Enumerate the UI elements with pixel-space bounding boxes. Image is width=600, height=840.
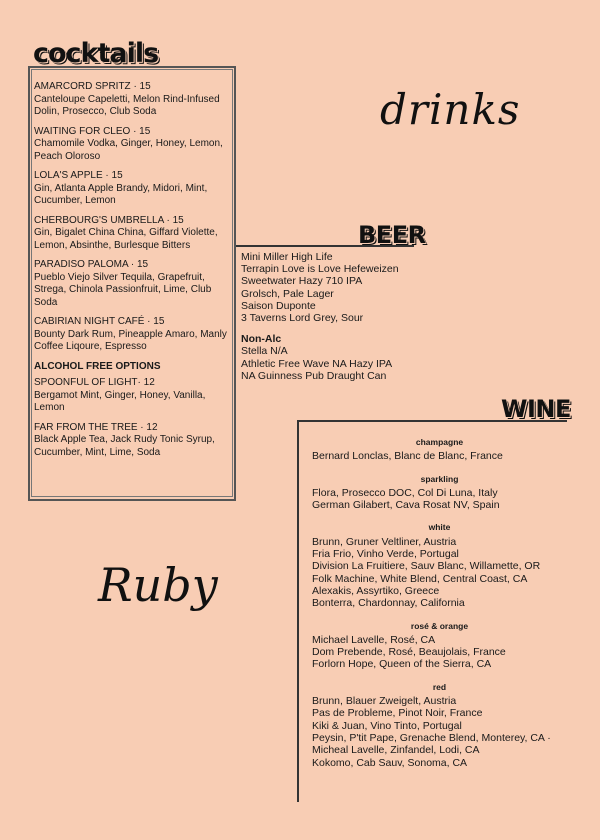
wine-item: Forlorn Hope, Queen of the Sierra, CA [312,658,492,671]
wine-item: Pas de Probleme, Pinot Noir, France [312,707,483,720]
alcohol-free-heading: ALCOHOL FREE OPTIONS [34,360,161,372]
beer-list [241,251,471,382]
cocktail-item [34,259,234,309]
wine-item: Peysin, P'tit Pape, Grenache Blend, Monterey, CA · [312,731,551,744]
wine-category-heading: rosé & orange [410,620,469,631]
wine-list [312,436,582,769]
cocktail-name: CABIRIAN NIGHT CAFÉ · 15 [34,316,165,327]
cocktail-name: WAITING FOR CLEO · 15 [34,125,151,137]
alcohol-free-description: Bergamot Mint, Ginger, Honey, Vanilla, Lemon [34,389,206,413]
cocktail-description: Gin, Atlanta Apple Brandy, Midori, Mint, Cucumber, Lemon [34,182,208,206]
wine-item: Brunn, Gruner Veltliner, Austria [312,535,457,548]
wine-category-heading: white [428,522,451,533]
wine-item: Kiki & Juan, Vino Tinto, Portugal [312,719,462,732]
wine-item: Flora, Prosecco DOC, Col Di Luna, Italy [312,486,498,499]
non-alc-item: Stella N/A [241,345,288,358]
wine-heading: WINE [501,395,571,423]
cocktail-description: Gin, Bigalet China China, Giffard Violette, Lemon, Absinthe, Burlesque Bitters [34,227,218,251]
cocktail-description: Pueblo Viejo Silver Tequila, Grapefruit, Strega, Chinola Passionfruit, Lime, Club Soda [34,271,212,308]
wine-item: German Gilabert, Cava Rosat NV, Spain [312,499,500,512]
alcohol-free-item [34,422,234,460]
beer-item: Saison Duponte [241,299,316,312]
cocktails-list [34,81,234,466]
non-alc-item: NA Guinness Pub Draught Can [241,369,387,382]
wine-category-heading: champagne [415,437,464,447]
alcohol-free-description: Black Apple Tea, Jack Rudy Tonic Syrup, Cucumber, Mint, Lime, Soda [34,434,215,458]
wine-item: Division La Fruitiere, Sauv Blanc, Willamette, OR [312,560,541,573]
cocktail-name: CHERBOURG'S UMBRELLA · 15 [34,214,184,226]
wine-item: Alexakis, Assyrtiko, Greece [312,584,440,597]
wine-category-heading: red [432,681,447,692]
alcohol-free-name: FAR FROM THE TREE · 12 [34,421,158,433]
beer-heading: BEER [358,221,426,249]
beer-item: Sweetwater Hazy 710 IPA [241,275,363,288]
cocktail-name: PARADISO PALOMA · 15 [34,259,149,270]
cocktail-item [34,170,234,208]
beer-item: Mini Miller High Life [241,251,333,263]
cocktail-description: Bounty Dark Rum, Pineapple Amaro, Manly Coffee Liqoure, Espresso [34,328,227,352]
wine-item: Michael Lavelle, Rosé, CA [312,633,436,646]
wine-divider-horizontal [299,420,567,422]
cocktail-item [34,215,234,253]
alcohol-free-item [34,377,234,415]
cocktail-item [34,316,234,354]
drinks-script-title: drinks [380,85,521,134]
cocktail-description: Chamomile Vodka, Ginger, Honey, Lemon, Peach Oloroso [34,138,223,162]
wine-category-heading: sparkling [420,473,459,484]
wine-item: Micheal Lavelle, Zinfandel, Lodi, CA [312,744,480,757]
beer-item: Grolsch, Pale Lager [241,287,334,300]
cocktail-name: AMARCORD SPRITZ · 15 [34,81,151,92]
beer-item: 3 Taverns Lord Grey, Sour [241,312,364,325]
wine-item: Folk Machine, White Blend, Central Coast, CA [312,572,528,585]
wine-item: Dom Prebende, Rosé, Beaujolais, France [312,646,506,659]
cocktail-description: Canteloupe Capeletti, Melon Rind-Infused Dolin, Prosecco, Club Soda [34,93,220,117]
beer-item: Terrapin Love is Love Hefeweizen [241,263,399,276]
cocktail-name: LOLA'S APPLE · 15 [34,170,123,181]
beer-divider [236,245,414,247]
cocktails-heading: cocktails [33,38,159,69]
wine-item: Bernard Lonclas, Blanc de Blanc, France [312,450,503,463]
cocktail-item [34,126,234,164]
cocktail-item [34,81,234,119]
wine-item: Bonterra, Chardonnay, California [312,597,465,610]
wine-divider-vertical [297,420,299,802]
non-alc-heading: Non-Alc [241,333,282,346]
wine-item: Kokomo, Cab Sauv, Sonoma, CA [312,756,468,769]
wine-item: Brunn, Blauer Zweigelt, Austria [312,695,457,708]
non-alc-item: Athletic Free Wave NA Hazy IPA [241,357,393,370]
alcohol-free-name: SPOONFUL OF LIGHT· 12 [34,377,155,388]
ruby-script-logo: Ruby [98,558,218,612]
wine-item: Fria Frio, Vinho Verde, Portugal [312,548,459,561]
